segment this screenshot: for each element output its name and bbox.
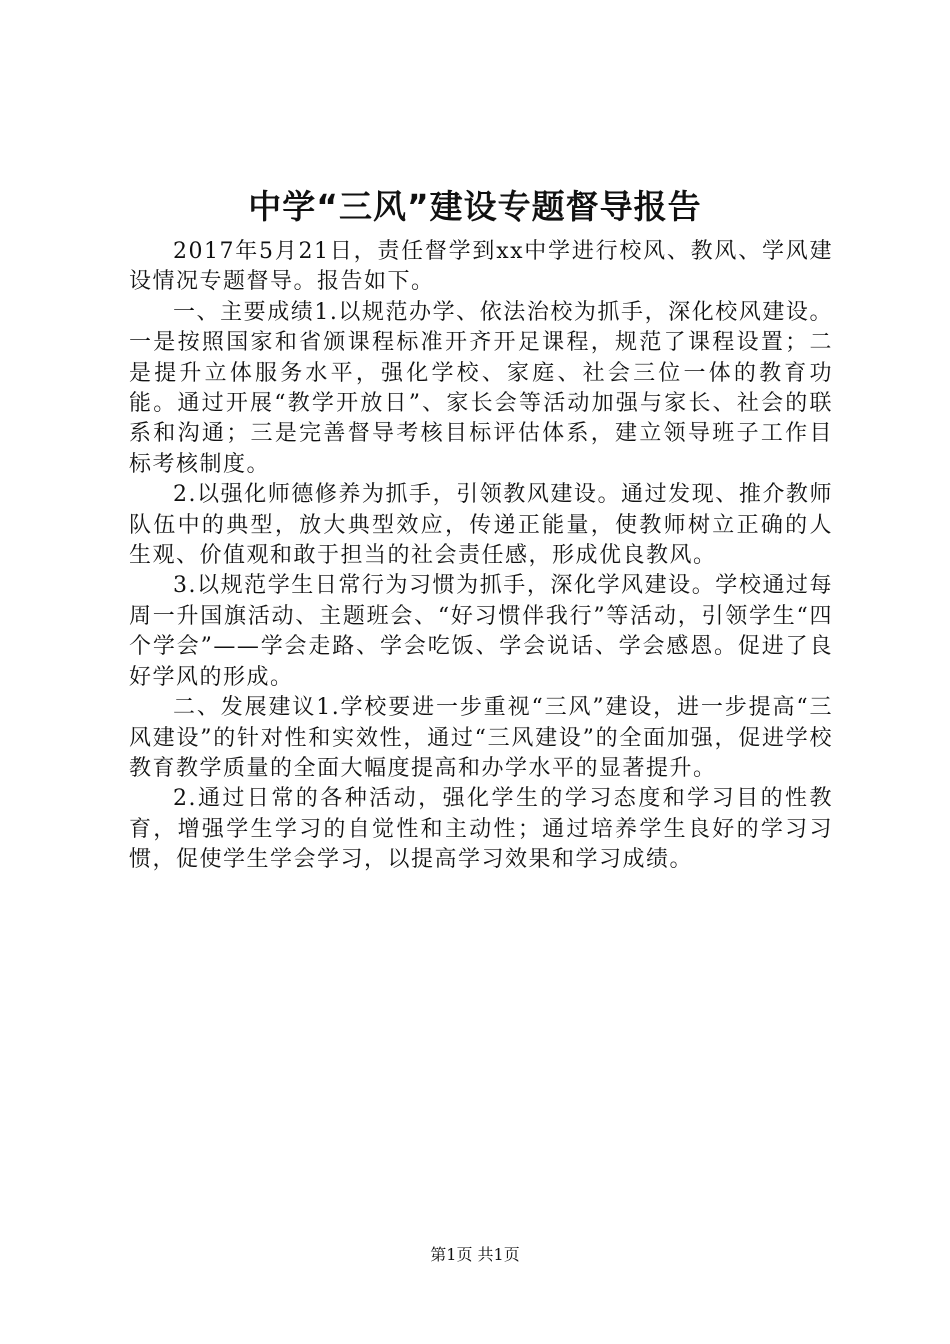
paragraph-intro: 2017年5月21日，责任督学到xx中学进行校风、教风、学风建设情况专题督导。报告如下。 [129,239,833,295]
paragraph-achievement-1: 一、主要成绩1.以规范办学、依法治校为抓手，深化校风建设。一是按照国家和省颁课程标准开齐开足课程，规范了课程设置；二是提升立体服务水平，强化学校、家庭、社会三位一体的教育功能。通过开展“教学开放日”、家长会等活动加强与家长、社会的联系和沟通；三是完善督导考核目标评估体系，建立领导班子工作目标考核制度。 [129,299,833,477]
paragraph-suggestion-2: 2.通过日常的各种活动，强化学生的学习态度和学习目的性教育，增强学生学习的自觉性和主动性；通过培养学生良好的学习习惯，促使学生学会学习，以提高学习效果和学习成绩。 [129,786,833,873]
document-title: 中学“三风”建设专题督导报告 [248,187,702,226]
paragraph-suggestion-1: 二、发展建议1.学校要进一步重视“三风”建设，进一步提高“三风建设”的针对性和实效性，通过“三风建设”的全面加强，促进学校教育教学质量的全面大幅度提高和办学水平的显著提升。 [129,695,833,781]
paragraph-achievement-3: 3.以规范学生日常行为习惯为抓手，深化学风建设。学校通过每周一升国旗活动、主题班会、“好习惯伴我行”等活动，引领学生“四个学会”——学会走路、学会吃饭、学会说话、学会感恩。促进了良好学风的形成。 [129,573,833,690]
document-body [129,237,833,876]
paragraph-achievement-2: 2.以强化师德修养为抓手，引领教风建设。通过发现、推介教师队伍中的典型，放大典型效应，传递正能量，使教师树立正确的人生观、价值观和敢于担当的社会责任感，形成优良教风。 [129,482,833,569]
page-footer: 第1页 共1页 [430,1245,520,1264]
